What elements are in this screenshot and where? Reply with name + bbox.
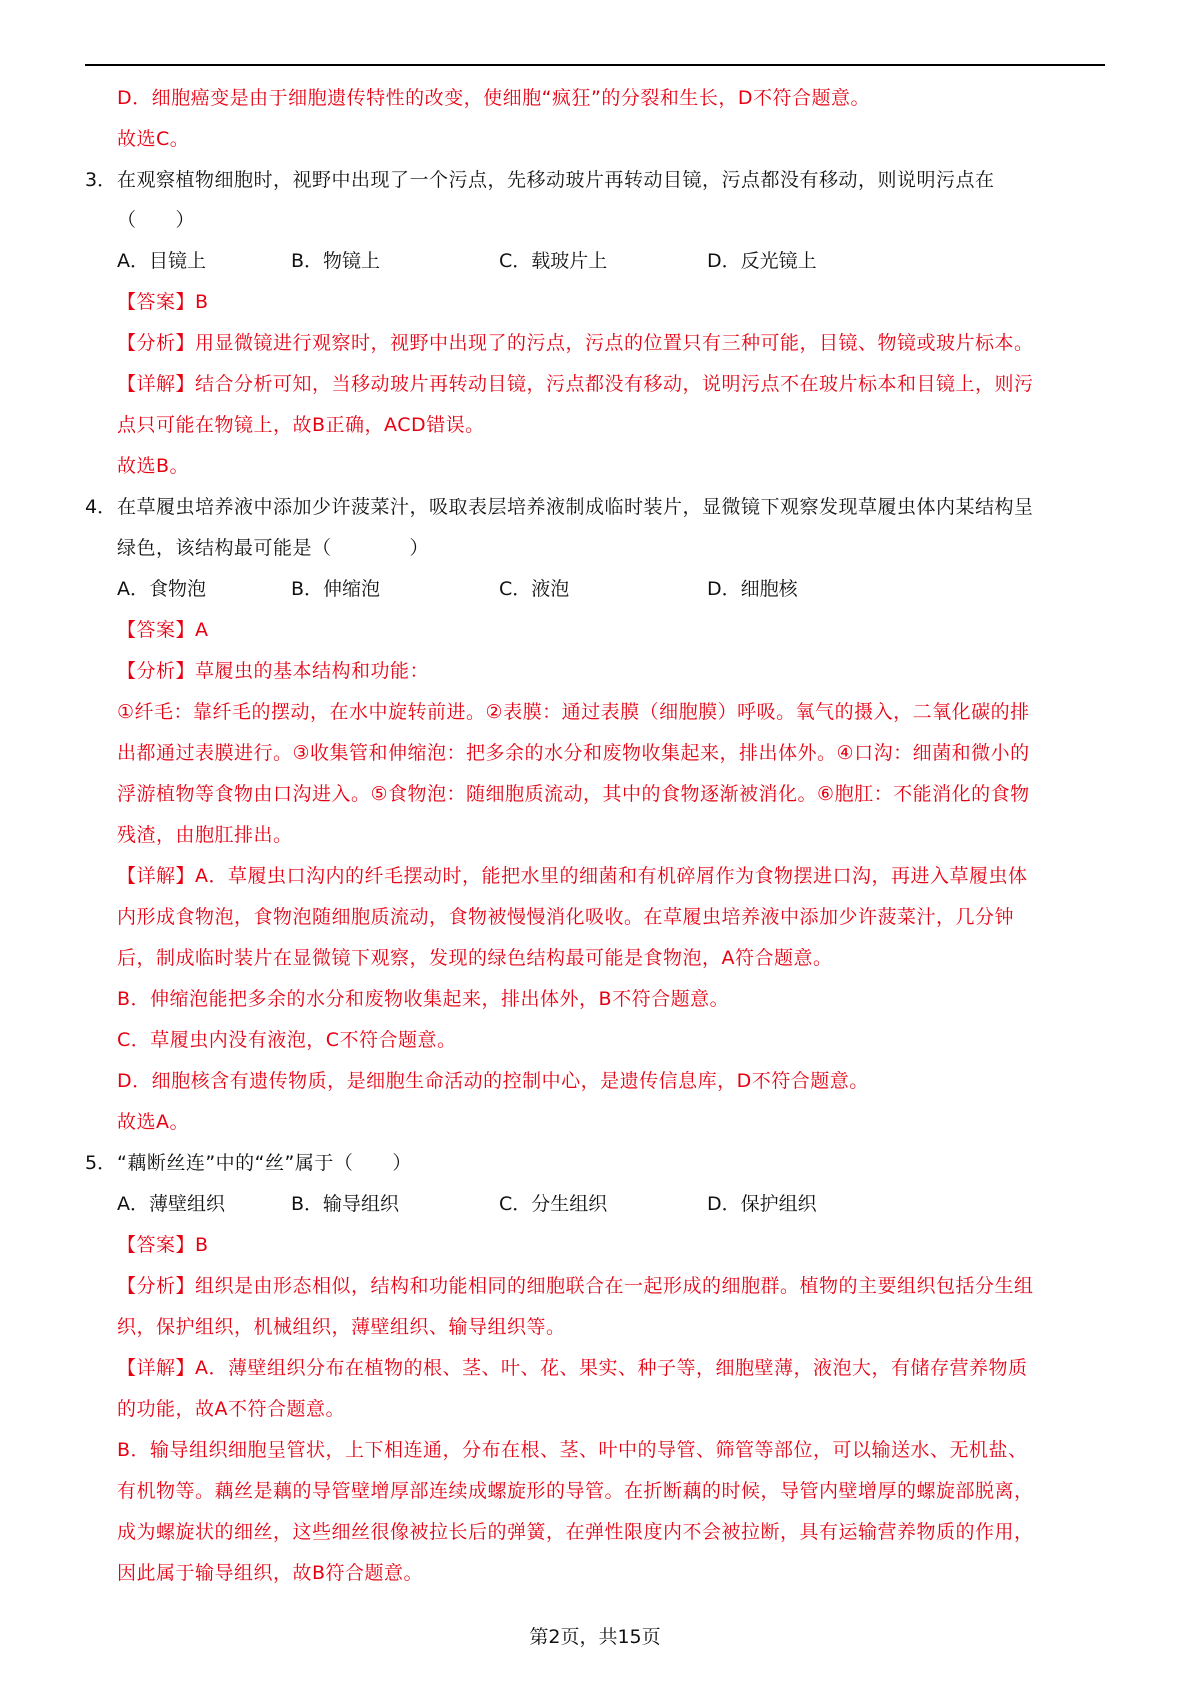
option-a: A．食物泡 (117, 578, 206, 600)
question-text: “藕断丝连”中的“丝”属于（ ） (117, 1152, 412, 1174)
detail-line: 【详解】A．草履虫口沟内的纤毛摆动时，能把水里的细菌和有机碎屑作为食物摆进口沟，再进入草履虫体 (117, 865, 1028, 887)
answer-line: D．细胞癌变是由于细胞遗传特性的改变，使细胞“疯狂”的分裂和生长，D不符合题意。 (117, 87, 870, 109)
detail-line: 成为螺旋状的细丝，这些细丝很像被拉长后的弹簧，在弹性限度内不会被拉断，具有运输营养物质的作用， (117, 1521, 1034, 1543)
option-c: C．载玻片上 (499, 250, 608, 272)
detail-line: B．输导组织细胞呈管状，上下相连通，分布在根、茎、叶中的导管、筛管等部位，可以输送水、无机盐、 (117, 1439, 1028, 1461)
detail-line: 点只可能在物镜上，故B正确，ACD错误。 (117, 414, 485, 436)
detail-line: 有机物等。藕丝是藕的导管壁增厚部连续成螺旋形的导管。在折断藕的时候，导管内壁增厚的螺旋部脱离， (117, 1480, 1034, 1502)
question-number: 5． (85, 1152, 117, 1174)
analysis-line: 浮游植物等食物由口沟进入。⑤食物泡：随细胞质流动，其中的食物逐渐被消化。⑥胞肛：不能消化的食物 (117, 783, 1030, 805)
detail-line: 的功能，故A不符合题意。 (117, 1398, 345, 1420)
analysis-line: 【分析】组织是由形态相似，结构和功能相同的细胞联合在一起形成的细胞群。植物的主要组织包括分生组 (117, 1275, 1034, 1297)
question-text: 在草履虫培养液中添加少许菠菜汁，吸取表层培养液制成临时装片，显微镜下观察发现草履虫体内某结构呈 (117, 496, 1034, 518)
question-number: 3． (85, 169, 117, 191)
option-c: C．分生组织 (499, 1193, 608, 1215)
analysis-line: ①纤毛：靠纤毛的摆动，在水中旋转前进。②表膜：通过表膜（细胞膜）呼吸。氧气的摄入，二氧化碳的排 (117, 701, 1030, 723)
analysis-line: 【分析】草履虫的基本结构和功能： (117, 660, 430, 682)
analysis-line: 出都通过表膜进行。③收集管和伸缩泡：把多余的水分和废物收集起来，排出体外。④口沟：细菌和微小的 (117, 742, 1030, 764)
analysis-line: 残渣，由胞肛排出。 (117, 824, 293, 846)
question-text: 绿色，该结构最可能是（ ） (117, 537, 430, 559)
option-a: A．薄壁组织 (117, 1193, 225, 1215)
answer-line: 故选A。 (117, 1111, 189, 1133)
option-b: B．输导组织 (291, 1193, 400, 1215)
detail-line: C．草履虫内没有液泡，C不符合题意。 (117, 1029, 457, 1051)
header-rule (85, 64, 1105, 66)
answer-line: 【答案】B (117, 1234, 209, 1256)
option-d: D．反光镜上 (707, 250, 817, 272)
detail-line: B．伸缩泡能把多余的水分和废物收集起来，排出体外，B不符合题意。 (117, 988, 730, 1010)
answer-line: 【答案】A (117, 619, 209, 641)
detail-line: 后，制成临时装片在显微镜下观察，发现的绿色结构最可能是食物泡，A符合题意。 (117, 947, 833, 969)
option-b: B．物镜上 (291, 250, 381, 272)
detail-line: 【详解】结合分析可知，当移动玻片再转动目镜，污点都没有移动，说明污点不在玻片标本和目镜上，则污 (117, 373, 1034, 395)
option-a: A．目镜上 (117, 250, 206, 272)
option-b: B．伸缩泡 (291, 578, 381, 600)
option-d: D．保护组织 (707, 1193, 817, 1215)
detail-line: 【详解】A．薄壁组织分布在植物的根、茎、叶、花、果实、种子等，细胞壁薄，液泡大，有储存营养物质 (117, 1357, 1028, 1379)
analysis-line: 织，保护组织，机械组织，薄壁组织、输导组织等。 (117, 1316, 566, 1338)
question-text: 在观察植物细胞时，视野中出现了一个污点，先移动玻片再转动目镜，污点都没有移动，则说明污点在 (117, 169, 995, 191)
answer-line: 故选C。 (117, 128, 190, 150)
option-d: D．细胞核 (707, 578, 798, 600)
detail-line: 内形成食物泡，食物泡随细胞质流动，食物被慢慢消化吸收。在草履虫培养液中添加少许菠菜汁，几分钟 (117, 906, 1015, 928)
question-text: （ ） (117, 209, 196, 231)
option-c: C．液泡 (499, 578, 570, 600)
page-footer: 第2页，共15页 (529, 1626, 661, 1648)
question-number: 4． (85, 496, 117, 518)
answer-line: 故选B。 (117, 455, 190, 477)
analysis-line: 【分析】用显微镜进行观察时，视野中出现了的污点，污点的位置只有三种可能，目镜、物镜或玻片标本。 (117, 332, 1034, 354)
detail-line: D．细胞核含有遗传物质，是细胞生命活动的控制中心，是遗传信息库，D不符合题意。 (117, 1070, 869, 1092)
answer-line: 【答案】B (117, 291, 209, 313)
detail-line: 因此属于输导组织，故B符合题意。 (117, 1562, 424, 1584)
